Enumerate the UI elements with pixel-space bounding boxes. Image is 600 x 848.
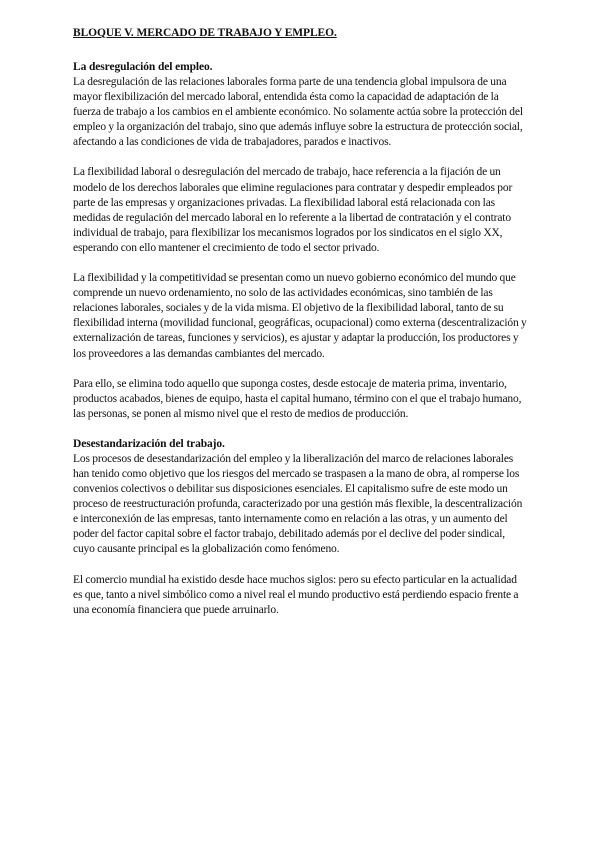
section-desestandarizacion xyxy=(73,437,528,618)
paragraph: El comercio mundial ha existido desde hace muchos siglos: pero su efecto particular en la actualidad es que, tanto a nivel simbólico como a nivel real el mundo productivo está perdiendo espacio frente a una economía financiera que puede arruinarlo. xyxy=(73,573,519,616)
section-desregulacion xyxy=(73,60,528,422)
section-heading: La desregulación del empleo. xyxy=(73,61,213,73)
paragraph: La flexibilidad y la competitividad se presentan como un nuevo gobierno económico del mundo que comprende un nuevo ordenamiento, no solo de las actividades económicas, sino también de las relaciones laborales, sociales y de la vida misma. El objetivo de la flexibilidad laboral, tanto de su flexibilidad interna (movilidad funcional, geográficas, ocupacional) como externa (descentralización y externalización de tareas, funciones y servicios), es ajustar y adaptar la producción, los productores y los proveedores a las demandas cambiantes del mercado. xyxy=(73,272,527,360)
document-page xyxy=(73,26,528,633)
paragraph: Para ello, se elimina todo aquello que suponga costes, desde estocaje de materia prima, inventario, productos acabados, bienes de equipo, hasta el capital humano, término con el que el trabajo humano, las personas, se ponen al mismo nivel que el resto de medios de producción. xyxy=(73,377,522,420)
section-heading: Desestandarización del trabajo. xyxy=(73,437,225,450)
document-title: BLOQUE V. MERCADO DE TRABAJO Y EMPLEO. xyxy=(73,27,337,39)
paragraph: La desregulación de las relaciones laborales forma parte de una tendencia global impulsora de una mayor flexibilización del mercado laboral, entendida ésta como la capacidad de adaptación de la fuerza de trabajo a los cambios en el ambiente económico. No solamente actúa sobre la protección del empleo y la organización del trabajo, sino que además influye sobre la estructura de protección social, afectando a las condiciones de vida de trabajadores, parados e inactivos. xyxy=(73,76,523,149)
paragraph: La flexibilidad laboral o desregulación del mercado de trabajo, hace referencia a la fijación de un modelo de los derechos laborales que elimine regulaciones para contratar y despedir empleados por parte de las empresas y organizaciones privadas. La flexibilidad laboral está relacionada con las medidas de regulación del mercado laboral en lo referente a la libertad de contratación y el contrato individual de trabajo, para flexibilizar los mecanismos logrados por los sindicatos en el siglo XX, esperando con ello mantener el crecimiento de todo el sector privado. xyxy=(73,166,513,254)
paragraph: Los procesos de desestandarización del empleo y la liberalización del marco de relaciones laborales han tenido como objetivo que los riesgos del mercado se traspasen a la mano de obra, al romperse los convenios colectivos o debilitar sus disposiciones esenciales. El capitalismo sufre de este modo un proceso de reestructuración profunda, caracterizado por una gestión más flexible, la descentralización e interconexión de las empresas, tanto internamente como en relación a las otras, y un aumento del poder del factor capital sobre el factor trabajo, debilitado además por el declive del poder sindical, cuyo causante principal es la globalización como fenómeno. xyxy=(73,452,523,556)
